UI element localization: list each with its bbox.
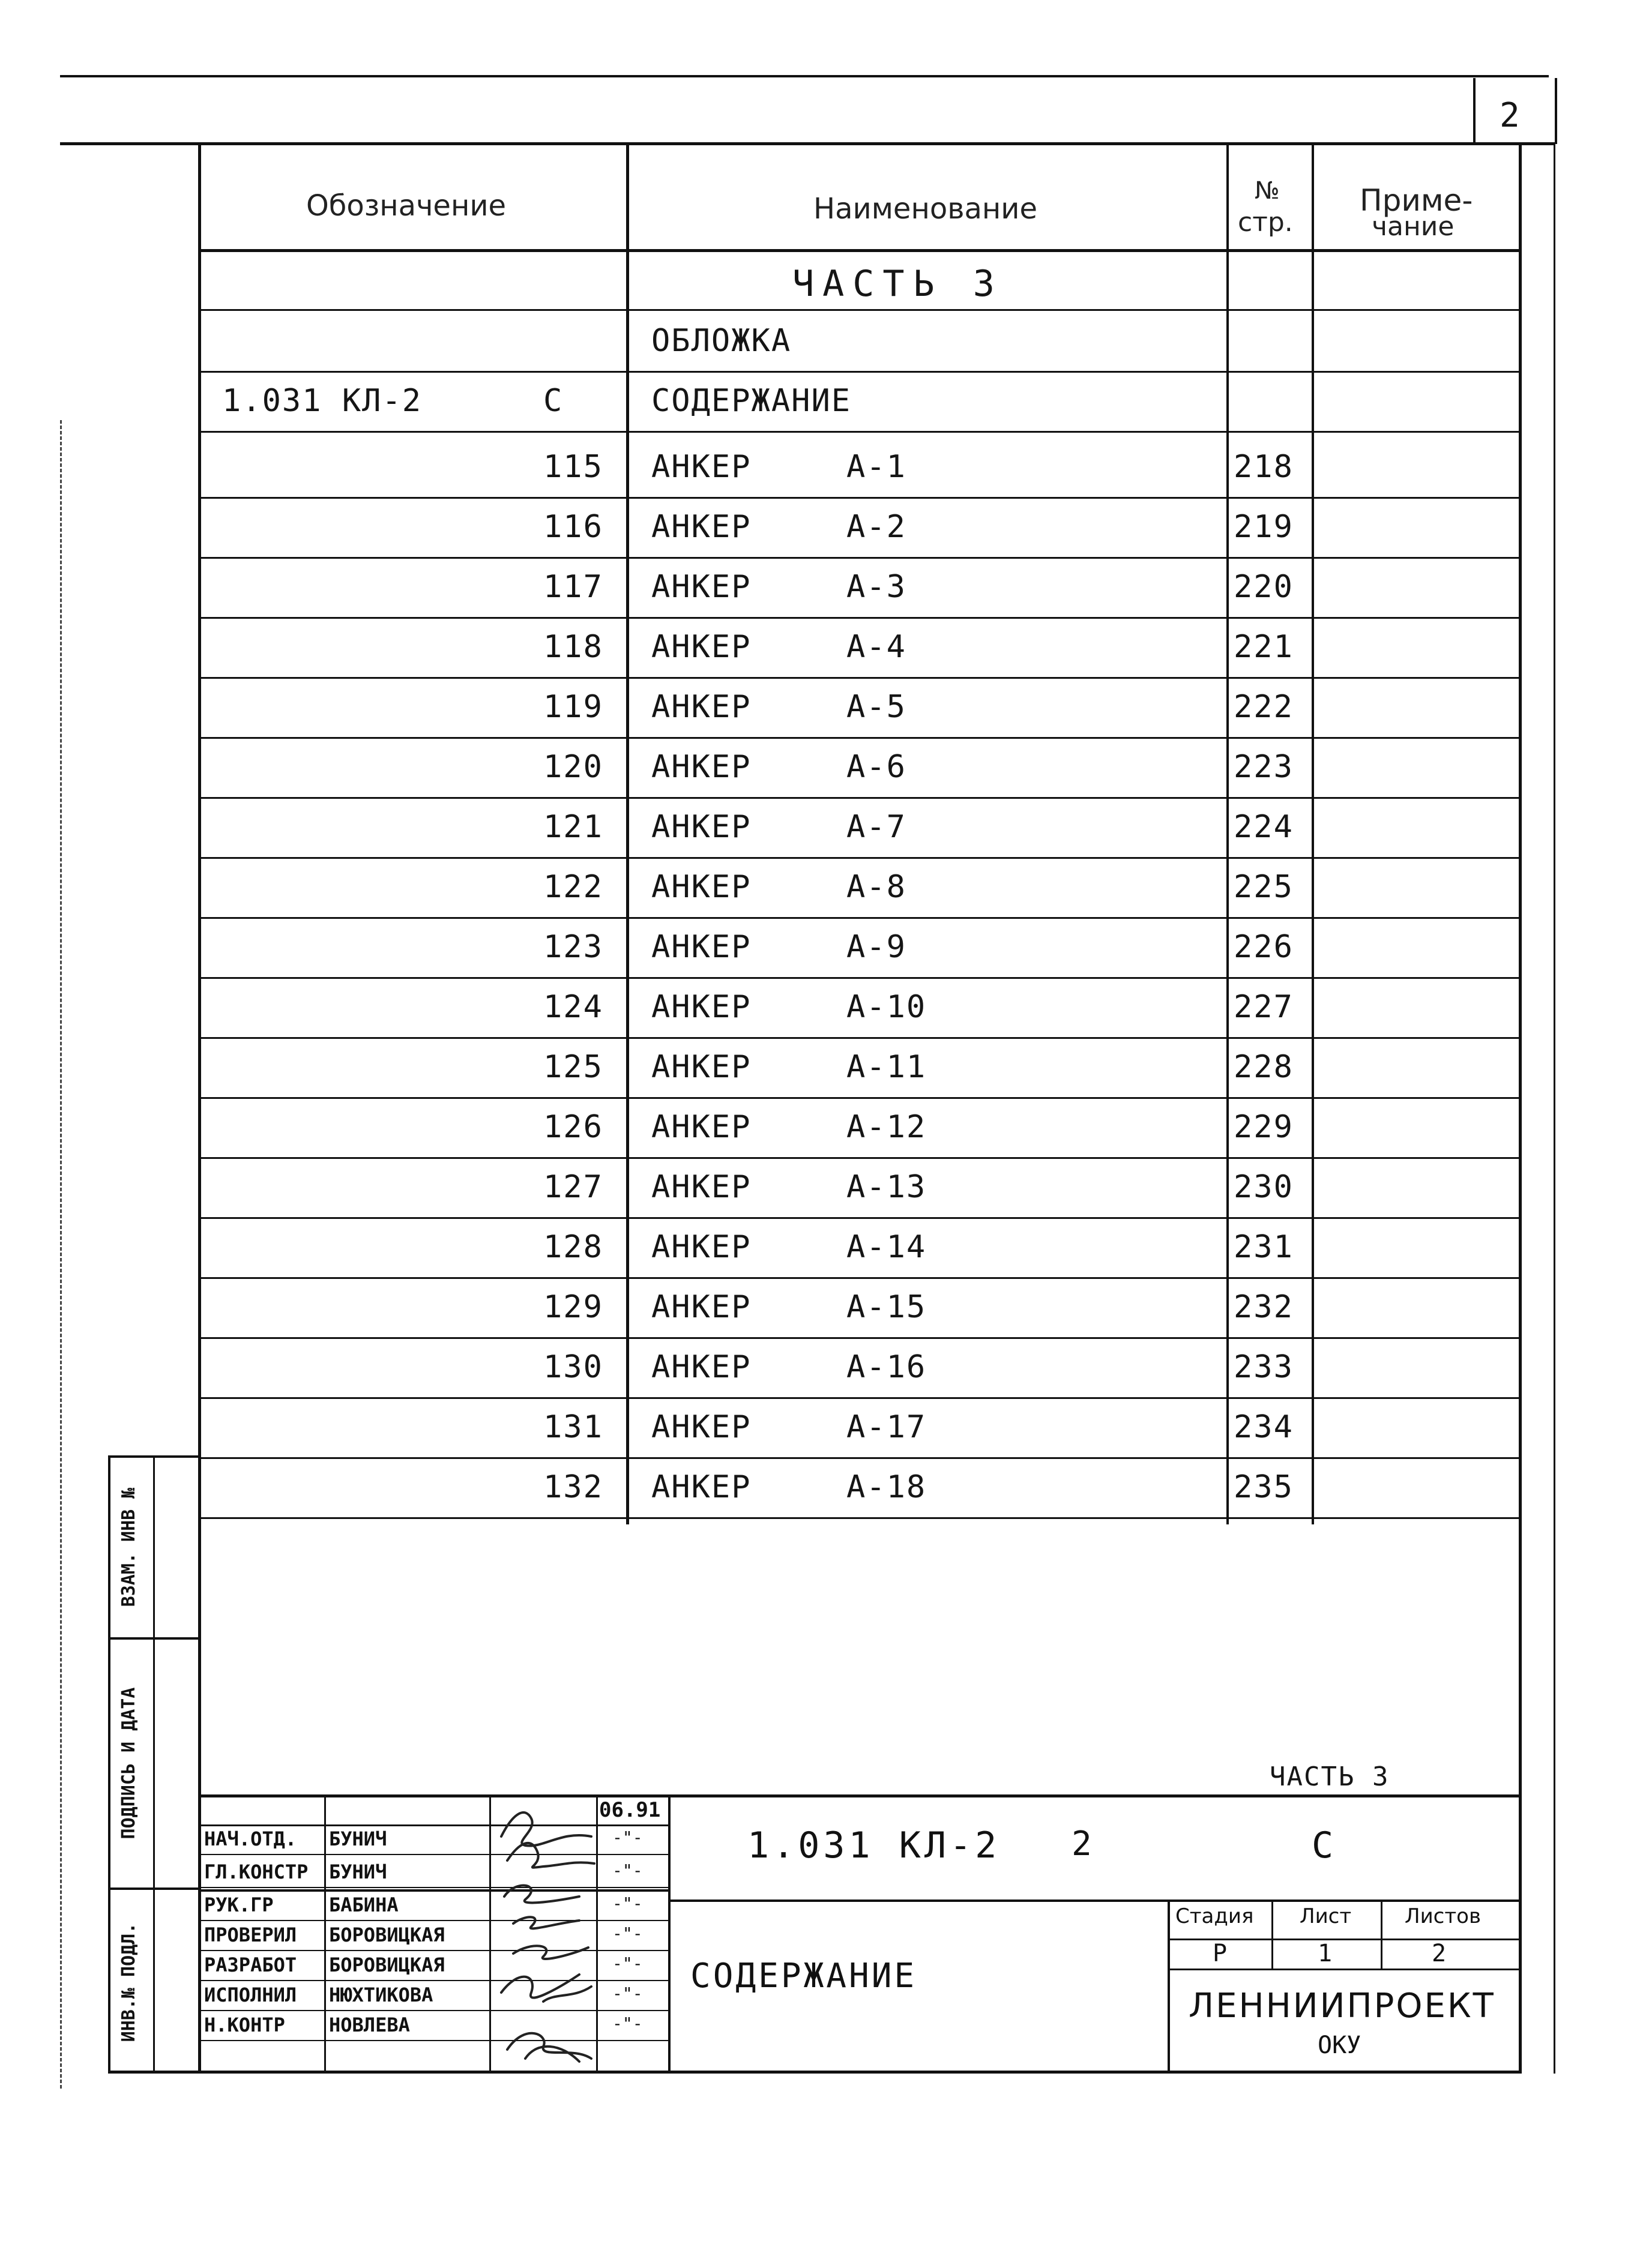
tb-top-line (201, 1794, 1522, 1797)
frame-right-border (1519, 144, 1522, 2074)
row-line (201, 1397, 1519, 1399)
staff-date: -"- (612, 2014, 643, 2033)
row-page: 225 (1234, 869, 1294, 905)
tb-staff-col-1 (324, 1794, 326, 2074)
row-code-suffix: 120 (543, 749, 603, 785)
row-code-suffix: 126 (543, 1109, 603, 1145)
row-name: АНКЕР (651, 1049, 752, 1085)
row-page: 221 (1234, 629, 1294, 665)
side-stamp-left-line (108, 1455, 110, 2074)
row-page: 233 (1234, 1349, 1294, 1385)
row-name: ОБЛОЖКА (651, 323, 792, 359)
tb-stage-col-2 (1381, 1900, 1382, 1969)
tb-mid-line (669, 1900, 1522, 1902)
row-mark: А-17 (846, 1409, 927, 1445)
row-name: АНКЕР (651, 1289, 752, 1325)
staff-date: -"- (612, 1954, 643, 1973)
row-line (201, 1037, 1519, 1039)
row-code-suffix: 125 (543, 1049, 603, 1085)
row-name: АНКЕР (651, 809, 752, 845)
row-mark: А-10 (846, 989, 927, 1025)
row-page: 232 (1234, 1289, 1294, 1325)
row-code-suffix: 129 (543, 1289, 603, 1325)
row-line (201, 497, 1519, 499)
staff-row-line (201, 1854, 669, 1855)
row-line (201, 917, 1519, 919)
row-line (201, 431, 1519, 433)
row-code-suffix: 132 (543, 1469, 603, 1505)
row-page: 230 (1234, 1169, 1294, 1205)
stamp-vzam-inv: ВЗАМ. ИНВ № (118, 1487, 139, 1607)
tb-sheet: 1 (1318, 1940, 1333, 1967)
row-code-suffix: 127 (543, 1169, 603, 1205)
row-mark: А-4 (846, 629, 906, 665)
tb-stage-col-1 (1271, 1900, 1273, 1969)
staff-name: БОРОВИЦКАЯ (329, 1924, 445, 1946)
row-page: 219 (1234, 509, 1294, 545)
table-header-bottom-line (198, 249, 1522, 252)
tb-sheets-header: Листов (1405, 1904, 1482, 1928)
row-line (201, 1277, 1519, 1279)
staff-name: БАБИНА (329, 1894, 399, 1916)
row-name: АНКЕР (651, 509, 752, 545)
frame-left-border (198, 144, 201, 2074)
row-code-suffix: 115 (543, 449, 603, 485)
stamp-inv-podl: ИНВ.№ ПОДЛ. (118, 1922, 139, 2042)
row-code-suffix: 131 (543, 1409, 603, 1445)
row-mark: А-15 (846, 1289, 927, 1325)
row-line (201, 309, 1519, 311)
frame-right-outer (1554, 144, 1555, 2074)
staff-name: НОВЛЕВА (329, 2014, 410, 2036)
col-header-page-no-1: № (1255, 177, 1280, 205)
row-mark: А-7 (846, 809, 906, 845)
row-line (201, 977, 1519, 979)
row-line (201, 371, 1519, 373)
tb-left-block-right (668, 1794, 671, 2074)
row-mark: А-2 (846, 509, 906, 545)
row-name: СОДЕРЖАНИЕ (651, 383, 852, 419)
sheet-number-box-left (1473, 78, 1476, 144)
staff-name: НЮХТИКОВА (329, 1984, 433, 2006)
side-stamp-mid-line (153, 1455, 155, 2074)
row-line (201, 737, 1519, 739)
row-code-suffix: С (543, 383, 564, 419)
row-page: 235 (1234, 1469, 1294, 1505)
col-header-designation: Обозначение (306, 189, 507, 223)
tb-date: 06.91 (599, 1798, 661, 1822)
staff-date: -"- (612, 1827, 643, 1847)
staff-row-line (201, 2040, 669, 2041)
col-divider-name (626, 144, 629, 1524)
row-line (201, 1517, 1519, 1519)
row-name: АНКЕР (651, 869, 752, 905)
row-page: 229 (1234, 1109, 1294, 1145)
row-mark: А-9 (846, 929, 906, 965)
row-mark: А-3 (846, 569, 906, 605)
row-code-suffix: 124 (543, 989, 603, 1025)
row-name: АНКЕР (651, 689, 752, 725)
row-page: 223 (1234, 749, 1294, 785)
row-code-suffix: 128 (543, 1229, 603, 1265)
tb-stage-header: Стадия (1175, 1904, 1254, 1928)
row-code-suffix: 122 (543, 869, 603, 905)
row-page: 228 (1234, 1049, 1294, 1085)
row-line (201, 857, 1519, 859)
row-page: 227 (1234, 989, 1294, 1025)
signatures-graphic (489, 1794, 597, 2074)
row-mark: А-6 (846, 749, 906, 785)
sheet-number: 2 (1500, 96, 1521, 135)
row-line (201, 1457, 1519, 1459)
row-name: АНКЕР (651, 1349, 752, 1385)
row-page: 220 (1234, 569, 1294, 605)
row-name: АНКЕР (651, 749, 752, 785)
staff-name: БОРОВИЦКАЯ (329, 1954, 445, 1976)
tb-doc-letter: С (1312, 1824, 1334, 1866)
stamp-podpis-data: ПОДПИСЬ И ДАТА (118, 1687, 139, 1839)
tb-stage-row-line-2 (1168, 1969, 1522, 1970)
row-name: АНКЕР (651, 1409, 752, 1445)
col-header-name: Наименование (813, 192, 1038, 226)
staff-date: -"- (612, 1984, 643, 2003)
row-line (201, 1157, 1519, 1159)
row-line (201, 557, 1519, 559)
row-code-suffix: 118 (543, 629, 603, 665)
row-code-suffix: 119 (543, 689, 603, 725)
header-strip-line (60, 142, 1555, 145)
row-line (201, 617, 1519, 619)
staff-row-line (201, 1920, 669, 1921)
part-title: ЧАСТЬ 3 (792, 263, 1003, 305)
row-code-suffix: 130 (543, 1349, 603, 1385)
row-page: 234 (1234, 1409, 1294, 1445)
cut-line (60, 420, 62, 2089)
side-stamp-sep-2 (108, 1887, 201, 1890)
row-page: 222 (1234, 689, 1294, 725)
row-line (201, 1217, 1519, 1219)
tb-staff-sep (201, 1889, 669, 1892)
top-border-line (60, 75, 1549, 77)
frame-bottom-border (108, 2071, 1522, 2074)
row-mark: А-12 (846, 1109, 927, 1145)
tb-stage: Р (1213, 1940, 1228, 1967)
row-line (201, 677, 1519, 679)
tb-sheets: 2 (1432, 1940, 1447, 1967)
staff-date: -"- (612, 1860, 643, 1880)
staff-role: ГЛ.КОНСТР (204, 1860, 309, 1883)
staff-name: БУНИЧ (329, 1860, 387, 1883)
col-divider-note (1312, 144, 1314, 1524)
row-mark: А-5 (846, 689, 906, 725)
staff-role: НАЧ.ОТД. (204, 1827, 297, 1850)
row-mark: А-18 (846, 1469, 927, 1505)
row-page: 231 (1234, 1229, 1294, 1265)
row-line (201, 1337, 1519, 1339)
tb-staff-head-line (201, 1824, 669, 1826)
tb-dept: ОКУ (1318, 2032, 1361, 2059)
row-name: АНКЕР (651, 449, 752, 485)
col-divider-page (1226, 144, 1229, 1524)
row-mark: А-14 (846, 1229, 927, 1265)
staff-row-line (201, 1980, 669, 1981)
staff-date: -"- (612, 1894, 643, 1913)
tb-title: СОДЕРЖАНИЕ (690, 1957, 917, 1996)
row-page: 224 (1234, 809, 1294, 845)
row-page: 226 (1234, 929, 1294, 965)
tb-doc-num: 2 (1072, 1824, 1092, 1863)
tb-stage-block-left (1168, 1900, 1170, 2074)
title-block-part-label: ЧАСТЬ 3 (1270, 1761, 1390, 1792)
row-mark: А-13 (846, 1169, 927, 1205)
row-line (201, 1097, 1519, 1099)
row-name: АНКЕР (651, 629, 752, 665)
row-code-suffix: 121 (543, 809, 603, 845)
staff-role: Н.КОНТР (204, 2014, 285, 2036)
staff-role: ПРОВЕРИЛ (204, 1924, 297, 1946)
staff-row-line (201, 1950, 669, 1951)
row-page: 218 (1234, 449, 1294, 485)
col-header-note-1: Приме- (1360, 183, 1473, 218)
staff-name: БУНИЧ (329, 1827, 387, 1850)
row-name: АНКЕР (651, 1169, 752, 1205)
tb-org: ЛЕННИИПРОЕКТ (1189, 1987, 1495, 2026)
staff-row-line (201, 1887, 669, 1888)
row-code: 1.031 КЛ-2 (222, 383, 423, 419)
tb-sheet-header: Лист (1300, 1904, 1352, 1928)
row-name: АНКЕР (651, 1469, 752, 1505)
row-mark: А-16 (846, 1349, 927, 1385)
row-code-suffix: 116 (543, 509, 603, 545)
row-mark: А-11 (846, 1049, 927, 1085)
staff-row-line (201, 2010, 669, 2011)
row-code-suffix: 123 (543, 929, 603, 965)
row-mark: А-1 (846, 449, 906, 485)
row-name: АНКЕР (651, 1109, 752, 1145)
staff-role: ИСПОЛНИЛ (204, 1984, 297, 2006)
row-code-suffix: 117 (543, 569, 603, 605)
staff-date: -"- (612, 1924, 643, 1943)
staff-role: РУК.ГР (204, 1894, 274, 1916)
col-header-note-2: чание (1372, 211, 1455, 242)
col-header-page-no-2: стр. (1238, 207, 1293, 238)
tb-doc-code: 1.031 КЛ-2 (747, 1824, 1001, 1866)
side-stamp-sep-1 (108, 1637, 201, 1640)
row-mark: А-8 (846, 869, 906, 905)
row-name: АНКЕР (651, 989, 752, 1025)
row-name: АНКЕР (651, 1229, 752, 1265)
row-name: АНКЕР (651, 569, 752, 605)
sheet-number-box-right (1555, 78, 1557, 144)
row-line (201, 797, 1519, 799)
row-name: АНКЕР (651, 929, 752, 965)
staff-role: РАЗРАБОТ (204, 1954, 297, 1976)
